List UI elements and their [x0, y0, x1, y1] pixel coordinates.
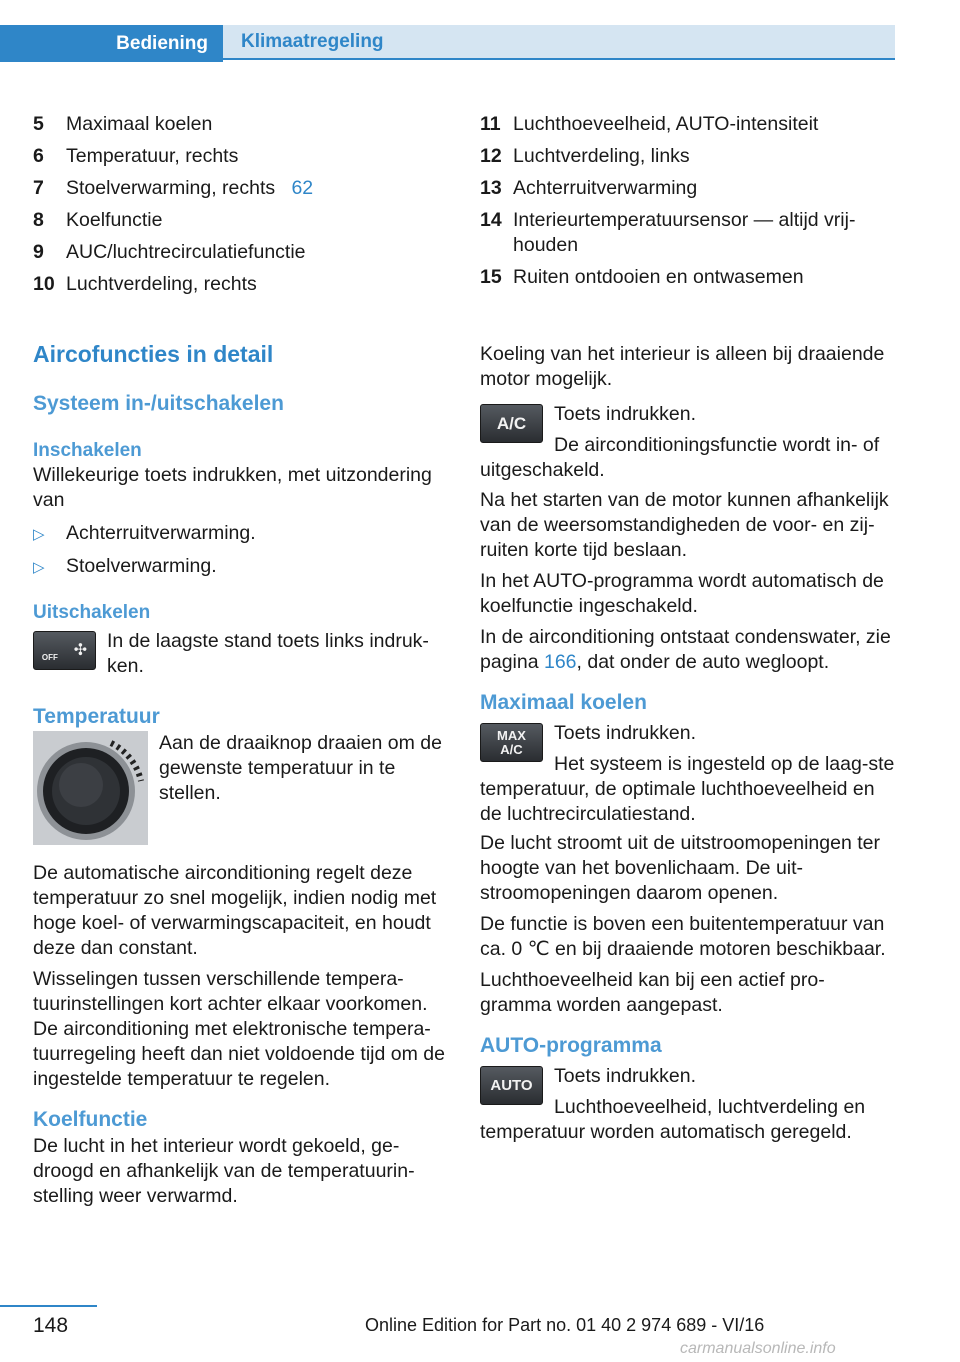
footer-rule [0, 1305, 97, 1307]
legend-list-left [33, 112, 447, 304]
paragraph: De airconditioningsfunctie wordt in- of uitgeschakeld. [480, 434, 880, 481]
heading-inschakelen: Inschakelen [33, 440, 142, 461]
tab-bediening[interactable]: Bediening [0, 25, 223, 62]
legend-list-right [480, 112, 894, 297]
list-item: 8 Koelfunctie [33, 209, 163, 231]
list-item: 9 AUC/luchtrecirculatiefunctie [33, 241, 306, 263]
list-item: 10 Luchtverdeling, rechts [33, 273, 257, 295]
auto-button-image: AUTO [480, 1066, 543, 1105]
paragraph: De lucht stroomt uit de uitstroomopeningen ter hoogte van het bovenlichaam. De uit-stroomopeningen daarom openen. [480, 832, 880, 904]
list-item: ▷ Stoelverwarming. [33, 554, 447, 580]
list-item: 14 Interieurtemperatuursensor — altijd vrij-houden [480, 209, 856, 256]
list-item: 6 Temperatuur, rechts [33, 145, 239, 167]
triangle-right-icon: ▷ [33, 526, 45, 543]
tab-klimaatregeling[interactable]: Klimaatregeling [223, 25, 895, 60]
list-item: 11 Luchthoeveelheid, AUTO-intensiteit [480, 113, 819, 135]
rotary-knob-icon [33, 731, 148, 845]
paragraph: Het systeem is ingesteld op de laag-ste temperatuur, de optimale luchthoeveelheid en de luchtrecirculatiestand. [480, 753, 895, 825]
page-reference-link[interactable]: 166 [543, 651, 577, 673]
heading-auto-programma: AUTO-programma [480, 1034, 662, 1057]
list-item: 5 Maximaal koelen [33, 113, 213, 135]
fan-icon: ✣ [73, 642, 88, 659]
header-tabs [0, 25, 895, 62]
fan-off-button-image: OFF ✣ [33, 631, 96, 670]
ac-row [480, 402, 894, 481]
heading-systeem: Systeem in-/uitschakelen [33, 392, 284, 415]
watermark: carmanualsonline.info [680, 1340, 836, 1357]
paragraph: In de airconditioning ontstaat condenswater, zie pagina 166, dat onder de auto wegloopt. [480, 626, 891, 673]
page-reference-link[interactable]: 62 [291, 177, 314, 199]
paragraph: In de laagste stand toets links indruk-ken. [107, 630, 429, 677]
bullet-list [33, 521, 447, 580]
temperature-knob-image [33, 731, 148, 845]
list-item: 12 Luchtverdeling, links [480, 145, 690, 167]
paragraph: Luchthoeveelheid, luchtverdeling en temperatuur worden automatisch geregeld. [480, 1096, 866, 1143]
list-item: ▷ Achterruitverwarming. [33, 521, 447, 547]
list-item: 7 Stoelverwarming, rechts 62 [33, 177, 314, 199]
list-item: 15 Ruiten ontdooien en ontwasemen [480, 266, 804, 288]
paragraph: Wisselingen tussen verschillende tempera-tuurinstellingen kort achter elkaar voorkomen. De airconditioning met elektronische tempera-tuurregeling heeft dan niet voldoende tijd om de ingestelde temperatuur te regelen. [33, 968, 445, 1090]
paragraph: Koeling van het interieur is alleen bij draaiende motor mogelijk. [480, 343, 885, 390]
list-item: 13 Achterruitverwarming [480, 177, 698, 199]
paragraph: De automatische airconditioning regelt deze temperatuur zo snel mogelijk, indien nodig met hoge koel- of verwarmingscapaciteit, en houdt deze dan constant. [33, 862, 437, 959]
paragraph: De lucht in het interieur wordt gekoeld, ge-droogd en afhankelijk van de temperatuurin-stelling weer verwarmd. [33, 1135, 415, 1207]
heading-uitschakelen: Uitschakelen [33, 602, 151, 623]
heading-koelfunctie: Koelfunctie [33, 1108, 148, 1131]
heading-maximaal-koelen: Maximaal koelen [480, 691, 647, 714]
paragraph: Toets indrukken. [554, 403, 696, 425]
uitschakelen-row [33, 629, 447, 689]
paragraph: Willekeurige toets indrukken, met uitzondering van [33, 464, 432, 511]
page-number: 148 [33, 1314, 69, 1337]
heading-temperatuur: Temperatuur [33, 705, 160, 728]
ac-button-image: A/C [480, 404, 543, 443]
max-ac-row [480, 721, 895, 825]
paragraph: Toets indrukken. [554, 722, 696, 744]
paragraph: Na het starten van de motor kunnen afhankelijk van de weersomstandigheden de voor- en zij-ruiten korte tijd beslaan. [480, 489, 889, 561]
right-column [480, 342, 894, 1144]
edition-text: Online Edition for Part no. 01 40 2 974 689 - VI/16 [365, 1315, 765, 1335]
paragraph: In het AUTO-programma wordt automatisch de koelfunctie ingeschakeld. [480, 570, 884, 617]
paragraph: Toets indrukken. [554, 1065, 696, 1087]
triangle-right-icon: ▷ [33, 559, 45, 576]
max-ac-button-image: MAX A/C [480, 723, 543, 762]
paragraph: De functie is boven een buitentemperatuur van ca. 0 ℃ en bij draaiende motoren beschikbaar. [480, 913, 886, 960]
temperatuur-row [33, 731, 447, 851]
paragraph: Aan de draaiknop draaien om de gewenste temperatuur in te stellen. [159, 732, 442, 804]
left-column [33, 340, 447, 1215]
paragraph: Luchthoeveelheid kan bij een actief pro-gramma worden aangepast. [480, 969, 825, 1016]
heading-aircofuncties: Aircofuncties in detail [33, 341, 274, 367]
auto-row [480, 1064, 894, 1144]
